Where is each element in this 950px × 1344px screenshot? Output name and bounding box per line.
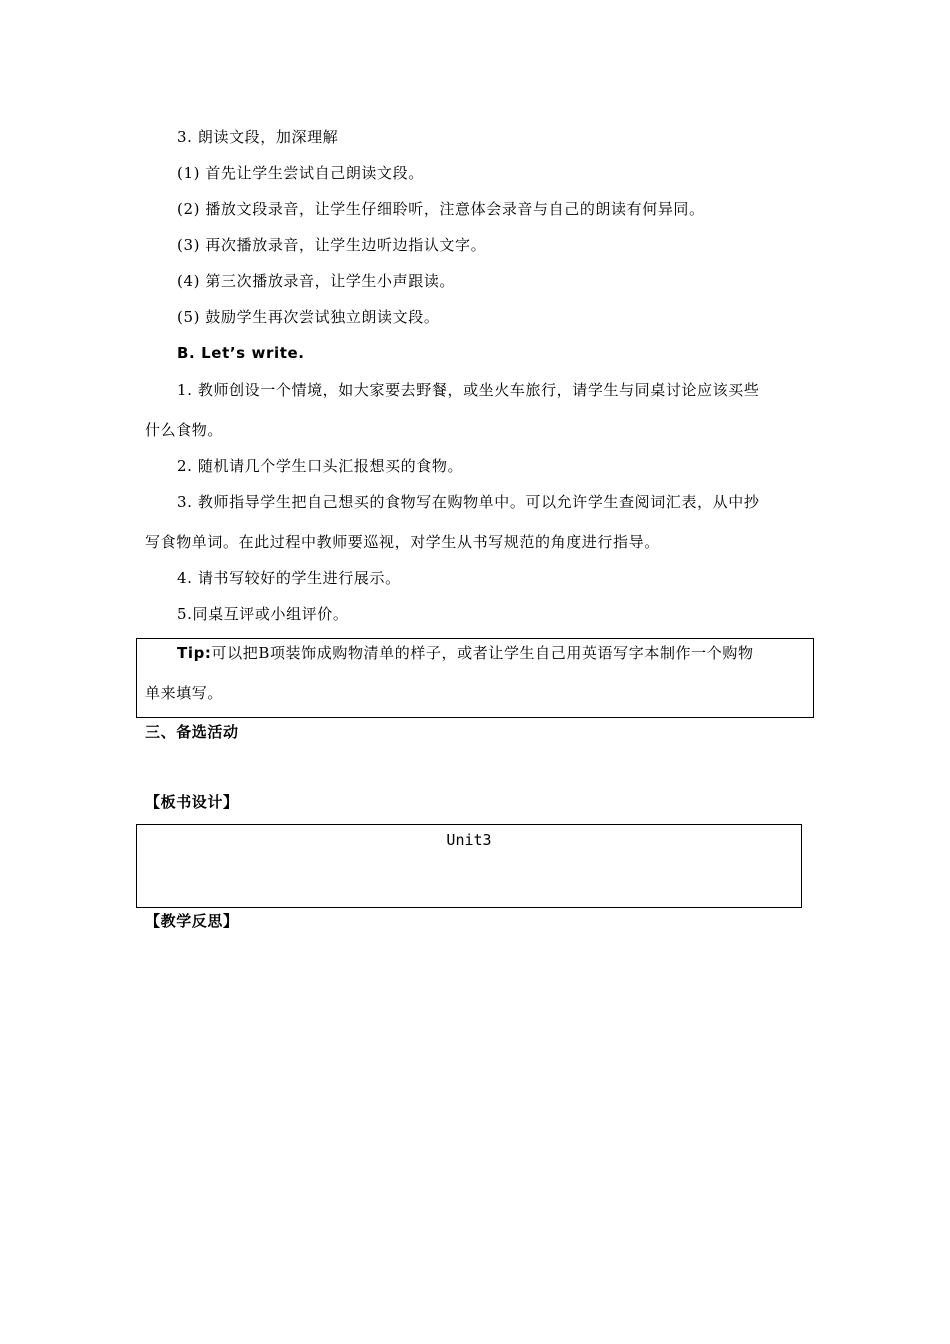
tip-line-2: 单来填写。 [145,684,224,702]
optional-activities-heading: 三、备选活动 [145,723,239,741]
board-design-box [136,824,802,908]
read-step-2: (2) 播放文段录音，让学生仔细聆听，注意体会录音与自己的朗读有何异同。 [177,200,705,218]
board-design-content: Unit3 [446,831,492,849]
write-step-3-line1: 3. 教师指导学生把自己想买的食物写在购物单中。可以允许学生查阅词汇表，从中抄 [177,493,760,511]
tip-line-1 [177,643,754,663]
write-step-4: 4. 请书写较好的学生进行展示。 [177,569,401,587]
write-step-2: 2. 随机请几个学生口头汇报想买的食物。 [177,457,464,475]
write-step-1-line1: 1. 教师创设一个情境，如大家要去野餐，或坐火车旅行，请学生与同桌讨论应该买些 [177,381,760,399]
write-step-3-line2: 写食物单词。在此过程中教师要巡视，对学生从书写规范的角度进行指导。 [145,533,660,551]
read-heading: 3. 朗读文段，加深理解 [177,128,339,146]
write-heading: B. Let’s write. [177,344,305,362]
tip-text: 可以把B项装饰成购物清单的样子，或者让学生自己用英语写字本制作一个购物 [211,644,754,662]
read-step-5: (5) 鼓励学生再次尝试独立朗读文段。 [177,308,440,326]
read-step-3: (3) 再次播放录音，让学生边听边指认文字。 [177,236,487,254]
write-step-5: 5.同桌互评或小组评价。 [177,605,349,623]
write-step-1-line2: 什么食物。 [145,421,224,439]
reflection-heading: 【教学反思】 [145,912,239,930]
tip-label: Tip: [177,644,212,662]
read-step-4: (4) 第三次播放录音，让学生小声跟读。 [177,272,456,290]
read-step-1: (1) 首先让学生尝试自己朗读文段。 [177,164,424,182]
board-design-heading: 【板书设计】 [145,793,239,811]
